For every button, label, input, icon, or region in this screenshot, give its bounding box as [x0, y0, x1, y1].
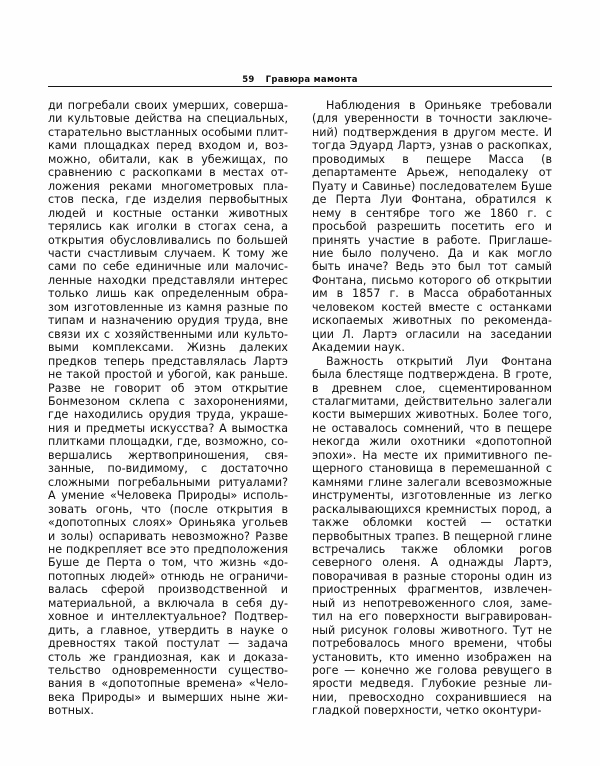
body-paragraph: ди погребали своих умерших, совершали культовые действа на специальных, старательно выстланных особыми плитками площадках перед входом и, возможно, обитали, как в убежищах, по сравнению с раскопками в местах отложения реками многометровых пластов песка, где изделия первобытных людей и костные останки животных терялись как иголки в стогах сена, а открытия обусловливались по большей части счастливым случаем. К тому же сами по себе единичные или малочисленные находки представляли интерес только лишь как определенным образом изготовленные из камня разные по типам и назначению орудия труда, вне связи их с хозяйственными или культовыми комплексами. Жизнь далеких предков теперь представлялась Лартэ не такой простой и убогой, как раньше. Разве не говорит об этом открытие Бонмезоном склепа с захоронениями, где находились орудия труда, украшения и предметы искусства? А вымостка плитками площадки, где, возможно, совершались жертвоприношения, связанные, по-видимому, с достаточно сложными погребальными ритуалами? А умение «Человека Природы» использовать огонь, что (после открытия в «допотопных слоях» Ориньяка угольев и золы) оспаривать невозможно? Разве не подкрепляет все это предположения Буше де Перта о том, что жизнь «допотопных людей» отнюдь не ограничивалась сферой производственной и материальной, а включала в себя духовное и интеллектуальное? Подтвердить, а главное, утвердить в науке о древностях такой постулат — задача столь же грандиозная, как и доказательство одновременности существования в «допотопные времена» «Человека Природы» и вымерших ныне животных.: [48, 99, 288, 718]
body-paragraph: Наблюдения в Ориньяке требовали (для уверенности в точности заключений) подтверждения в другом месте. И тогда Эдуард Лартэ, узнав о раскопках, проводимых в пещере Масса (в департаменте Арьеж, неподалеку от Пуату и Савинье) последователем Буше де Перта Луи Фонтана, обратился к нему в сентябре того же 1860 г. с просьбой разрешить посетить его и принять участие в работе. Приглашение было получено. Да и как могло быть иначе? Ведь это был тот самый Фонтана, письмо которого об открытии им в 1857 г. в Масса обработанных человеком костей вместе с останками ископаемых животных по рекомендации Л. Лартэ огласили на заседании Академии наук.: [312, 99, 552, 355]
running-head: [48, 70, 552, 84]
left-column: [48, 99, 288, 718]
text-columns: [48, 99, 552, 718]
body-paragraph: Важность открытий Луи Фонтана была блестяще подтверждена. В гроте, в древнем слое, сцементированном сталагмитами, действительно залегали кости вымерших животных. Более того, не оставалось сомнений, что в пещере некогда жили охотники «допотопной эпохи». На месте их примитивного пещерного становища в перемешанной с камнями глине залегали всевозможные инструменты, изготовленные из легко раскалывающихся кремнистых пород, а также обломки костей — остатки первобытных трапез. В пещерной глине встречались также обломки рогов северного оленя. А однажды Лартэ, поворачивая в разные стороны один из приостренных фрагментов, извлеченный из непотревоженного слоя, заметил на его поверхности выгравированный рисунок головы животного. Тут не потребовалось много времени, чтобы установить, кто именно изображен на роге — конечно же голова ревущего в ярости медведя. Глубокие резные линии, превосходно сохранившиеся на гладкой поверхности, четко оконтури-: [312, 354, 552, 718]
right-column: [312, 99, 552, 718]
page-folio-number: 59: [242, 74, 255, 85]
running-head-title: Гравюра мамонта: [265, 74, 358, 85]
header-rule-divider: [48, 86, 552, 87]
